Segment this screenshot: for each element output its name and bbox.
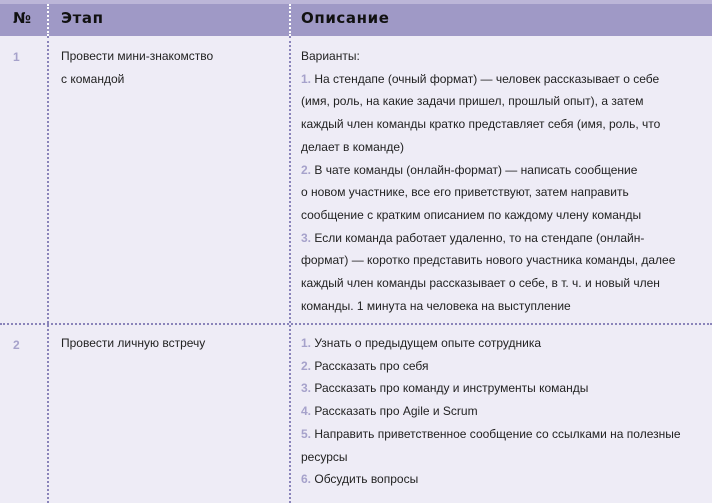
item-text: Если команда работает удаленно, то на стендапе (онлайн- bbox=[314, 230, 645, 245]
list-item bbox=[301, 68, 675, 91]
header-number: № bbox=[13, 9, 32, 27]
item-text-line: делает в команде) bbox=[301, 139, 405, 154]
item-number: 2. bbox=[301, 162, 312, 177]
item-text-line: каждый член команды кратко представляет себя (имя, роль, что bbox=[301, 117, 661, 132]
list-item bbox=[301, 468, 681, 491]
description-cell bbox=[301, 332, 681, 491]
description-cell bbox=[301, 45, 675, 317]
item-text: В чате команды (онлайн-формат) — написать сообщение bbox=[314, 162, 638, 177]
row-number: 2 bbox=[13, 338, 20, 352]
row-separator bbox=[0, 323, 712, 325]
item-text-line: формат) — коротко представить нового участника команды, далее bbox=[301, 253, 676, 268]
list-item bbox=[301, 377, 681, 400]
list-item bbox=[301, 332, 681, 355]
item-text-line: (имя, роль, на какие задачи пришел, прошлый опыт), а затем bbox=[301, 94, 644, 109]
item-text-line: сообщение с кратким описанием по каждому члену команды bbox=[301, 207, 642, 222]
column-divider bbox=[289, 36, 291, 503]
header-divider bbox=[289, 4, 291, 36]
item-text: Рассказать про Agile и Scrum bbox=[314, 404, 478, 419]
stage-cell bbox=[61, 45, 213, 91]
item-text-line: о новом участнике, все его приветствуют, затем направить bbox=[301, 185, 629, 200]
list-item bbox=[301, 355, 681, 378]
item-number: 1. bbox=[301, 71, 312, 86]
item-text: Узнать о предыдущем опыте сотрудника bbox=[314, 336, 542, 350]
column-divider bbox=[47, 36, 49, 503]
item-text-line: каждый член команды рассказывает о себе, в т. ч. и новый член bbox=[301, 276, 660, 291]
header-description: Описание bbox=[301, 9, 390, 27]
list-item bbox=[301, 227, 675, 250]
item-number: 3. bbox=[301, 230, 312, 245]
list-item bbox=[301, 400, 681, 423]
item-number: 1. bbox=[301, 336, 312, 350]
item-number: 3. bbox=[301, 381, 312, 396]
item-text-line: команды. 1 минута на человека на выступление bbox=[301, 298, 571, 313]
item-number: 6. bbox=[301, 472, 312, 487]
item-text: Рассказать про команду и инструменты команды bbox=[314, 381, 589, 396]
item-number: 5. bbox=[301, 426, 312, 441]
stage-line: Провести мини-знакомство bbox=[61, 49, 214, 63]
stage-line: Провести личную встречу bbox=[61, 336, 206, 350]
item-text: Рассказать про себя bbox=[314, 358, 429, 373]
row-number: 1 bbox=[13, 50, 20, 64]
header-stage: Этап bbox=[61, 9, 104, 27]
item-text-line: ресурсы bbox=[301, 449, 348, 464]
item-text: Обсудить вопросы bbox=[314, 472, 419, 487]
stage-cell bbox=[61, 332, 205, 355]
item-text: Направить приветственное сообщение со ссылками на полезные bbox=[314, 426, 681, 441]
header-divider bbox=[47, 4, 49, 36]
stage-line: с командой bbox=[61, 72, 125, 86]
list-item bbox=[301, 423, 681, 446]
description-intro: Варианты: bbox=[301, 49, 360, 63]
list-item bbox=[301, 159, 675, 182]
item-number: 2. bbox=[301, 358, 312, 373]
item-text: На стендапе (очный формат) — человек рассказывает о себе bbox=[314, 71, 660, 86]
table-header bbox=[0, 4, 712, 36]
item-number: 4. bbox=[301, 404, 312, 419]
